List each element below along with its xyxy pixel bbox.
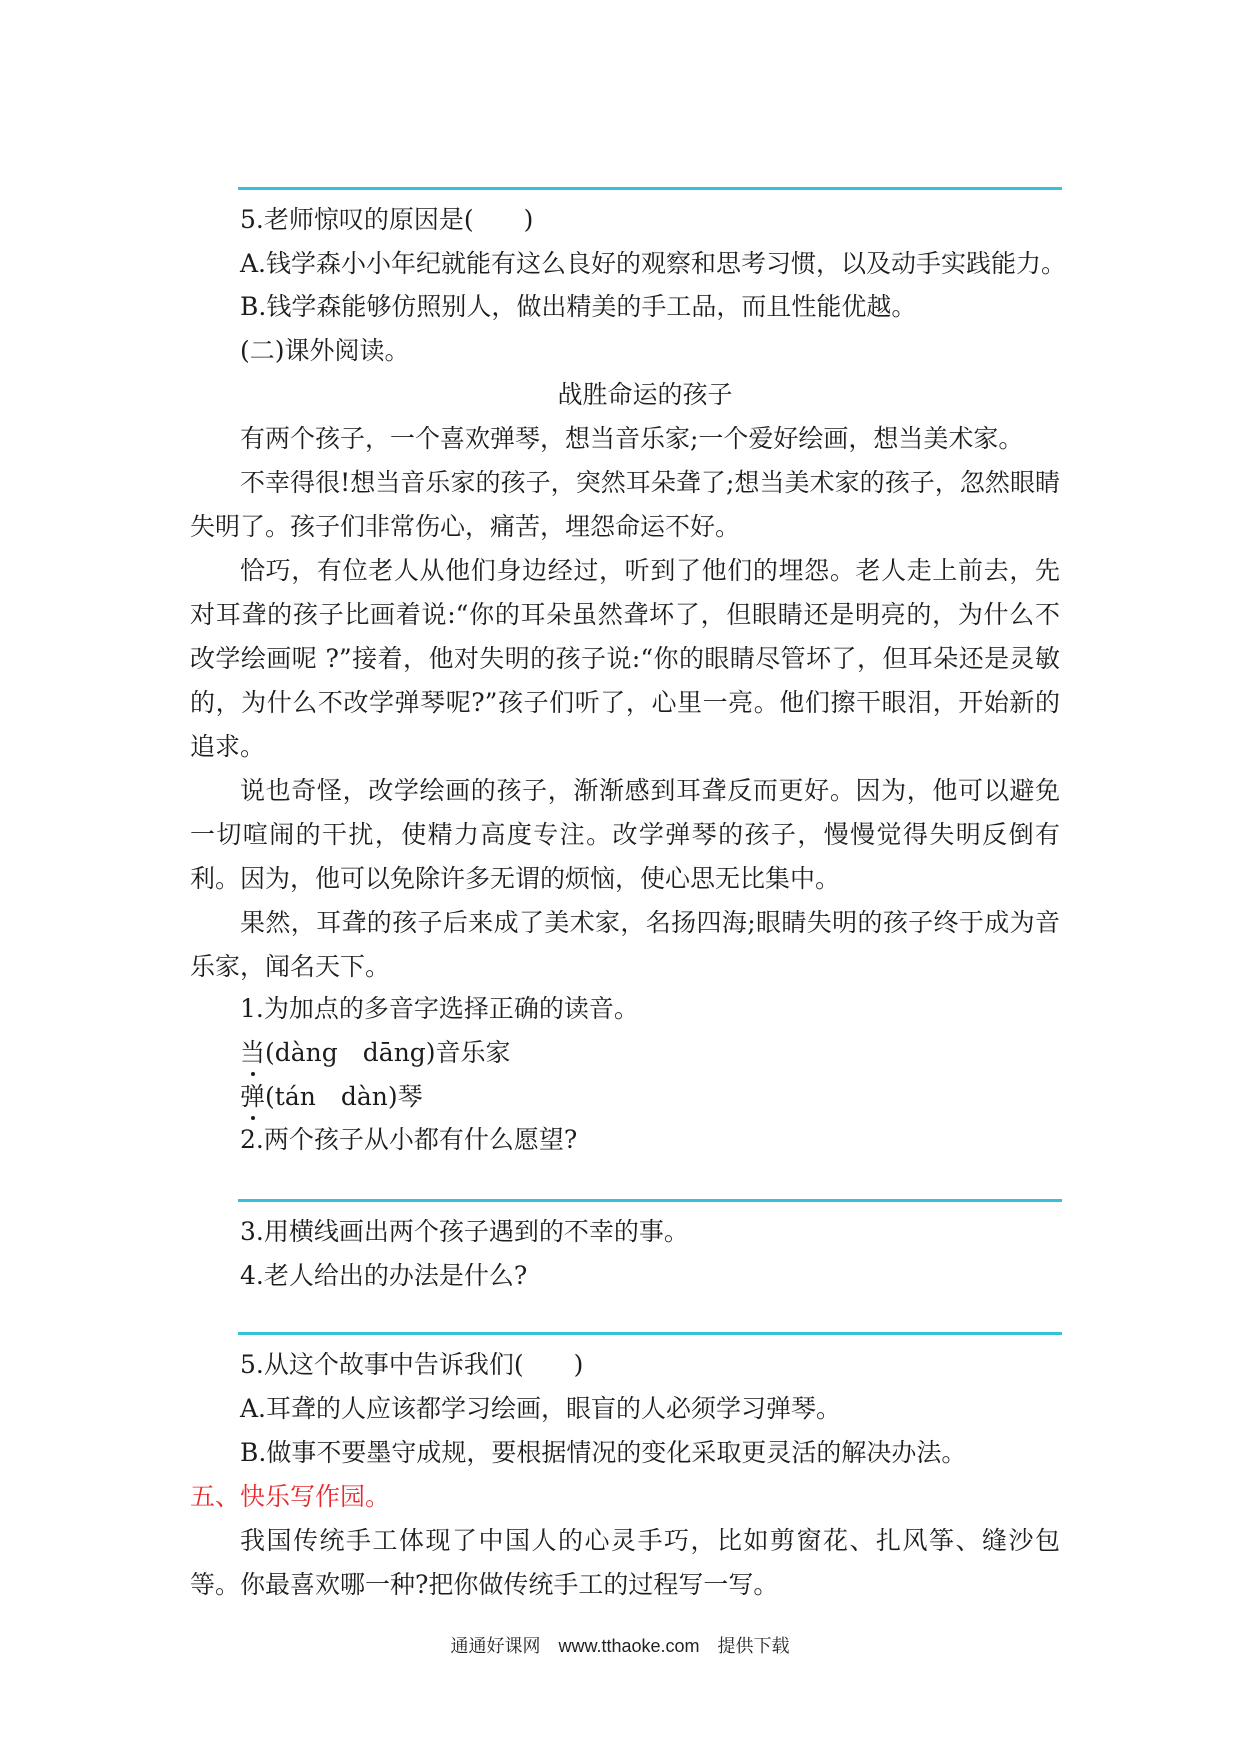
story-paragraph-1: 有两个孩子，一个喜欢弹琴，想当音乐家;一个爱好绘画，想当美术家。 bbox=[240, 424, 1024, 453]
writing-prompt: 我国传统手工体现了中国人的心灵手巧，比如剪窗花、扎风筝、缝沙包等。你最喜欢哪一种?把你做传统手工的过程写一写。 bbox=[190, 1526, 1060, 1599]
story-paragraph-3: 恰巧，有位老人从他们身边经过，听到了他们的埋怨。老人走上前去，先对耳聋的孩子比画着说:“你的耳朵虽然聋坏了，但眼睛还是明亮的，为什么不改学绘画呢 ?”接着，他对失明的孩子说:“你的眼睛尽管坏了，但耳朵还是灵敏的，为什么不改学弹琴呢?”孩子们听了，心里一亮。他们擦干眼泪，开始新的追求。 bbox=[190, 556, 1060, 761]
lesson-q5-option-b: B.钱学森能够仿照别人，做出精美的手工品，而且性能优越。 bbox=[240, 292, 917, 321]
page-footer: 通通好课网 www.tthaoke.com 提供下载 bbox=[450, 1636, 790, 1656]
reading-q1-item-2 bbox=[240, 1082, 423, 1112]
story-paragraph-2: 不幸得很!想当音乐家的孩子，突然耳朵聋了;想当美术家的孩子，忽然眼睛失明了。孩子们非常伤心，痛苦，埋怨命运不好。 bbox=[190, 468, 1060, 541]
dotted-char: 当 bbox=[240, 1038, 266, 1067]
writing-section-heading: 五、快乐写作园。 bbox=[190, 1482, 391, 1511]
extra-reading-heading: (二)课外阅读。 bbox=[240, 336, 410, 365]
answer-line-top bbox=[238, 187, 1062, 190]
reading-q4: 4.老人给出的办法是什么? bbox=[240, 1261, 528, 1290]
reading-q5-option-b: B.做事不要墨守成规，要根据情况的变化采取更灵活的解决办法。 bbox=[240, 1438, 967, 1467]
reading-q2: 2.两个孩子从小都有什么愿望? bbox=[240, 1125, 578, 1154]
reading-q5-option-a: A.耳聋的人应该都学习绘画，眼盲的人必须学习弹琴。 bbox=[240, 1394, 842, 1423]
pinyin-choices: (dàng dāng)音乐家 bbox=[265, 1038, 511, 1067]
reading-q5: 5.从这个故事中告诉我们( ) bbox=[240, 1350, 584, 1379]
story-paragraph-5: 果然，耳聋的孩子后来成了美术家，名扬四海;眼睛失明的孩子终于成为音乐家，闻名天下。 bbox=[190, 908, 1060, 981]
reading-q1-item-1 bbox=[240, 1038, 511, 1068]
story-title: 战胜命运的孩子 bbox=[557, 380, 733, 409]
reading-q1: 1.为加点的多音字选择正确的读音。 bbox=[240, 994, 639, 1023]
pinyin-choices: (tán dàn)琴 bbox=[265, 1082, 423, 1111]
answer-line-q2 bbox=[238, 1199, 1062, 1202]
story-paragraph-4: 说也奇怪，改学绘画的孩子，渐渐感到耳聋反而更好。因为，他可以避免一切喧闹的干扰，使精力高度专注。改学弹琴的孩子，慢慢觉得失明反倒有利。因为，他可以免除许多无谓的烦恼，使心思无比集中。 bbox=[190, 776, 1060, 893]
dotted-char: 弹 bbox=[240, 1082, 266, 1111]
reading-q3: 3.用横线画出两个孩子遇到的不幸的事。 bbox=[240, 1217, 689, 1246]
lesson-q5-question: 5.老师惊叹的原因是( ) bbox=[240, 205, 534, 234]
answer-line-q4 bbox=[238, 1332, 1062, 1335]
lesson-q5-option-a: A.钱学森小小年纪就能有这么良好的观察和思考习惯，以及动手实践能力。 bbox=[240, 249, 1067, 278]
